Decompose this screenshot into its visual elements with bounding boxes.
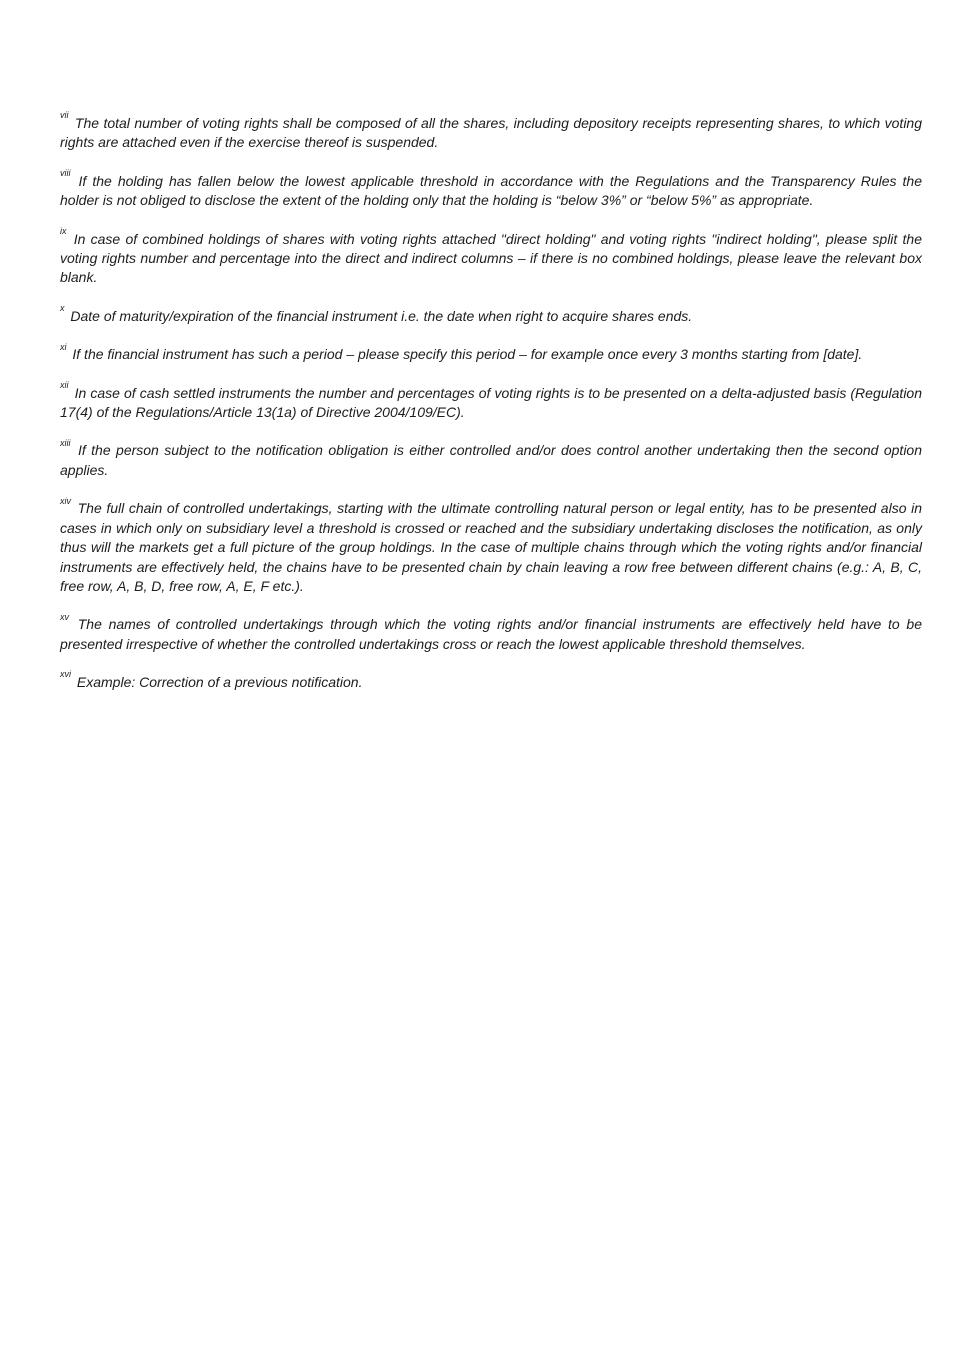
footnote-xiv (60, 495, 922, 596)
footnote-text-xiv: The full chain of controlled undertakings, starting with the ultimate controlling natural person or legal entity, has to be presented also in cases in which only on subsidiary level a threshold is crossed or reached and the subsidiary undertaking discloses the notification, as only thus will the markets get a full picture of the group holdings. In the case of multiple chains through which the voting rights and/or financial instruments are effectively held, the chains have to be presented chain by chain leaving a row free between different chains (e.g.: A, B, C, free row, A, B, D, free row, A, E, F etc.). (60, 500, 922, 594)
footnote-xiii (60, 437, 923, 480)
footnote-marker-xvi: xvi (60, 669, 71, 680)
footnote-text-xvi: Example: Correction of a previous notification. (76, 674, 363, 691)
footnote-viii (60, 168, 923, 211)
footnote-text-viii: If the holding has fallen below the lowest applicable threshold in accordance with the Regulations and the Transparency Rules the holder is not obliged to disclose the extent of the holding only that the holding is “below 3%” or “below 5%” as appropriate. (60, 172, 923, 209)
footnote-xvi (60, 669, 922, 692)
footnote-text-xii: In case of cash settled instruments the number and percentages of voting rights is to be presented on a delta-adjusted basis (Regulation 17(4) of the Regulations/Article 13(1a) of Directive 2004/109/EC). (60, 384, 922, 421)
footnote-marker-xv: xv (60, 611, 69, 622)
footnote-text-x: Date of maturity/expiration of the financial instrument i.e. the date when right to acquire shares ends. (70, 307, 693, 324)
footnote-text-xi: If the financial instrument has such a period – please specify this period – for example once every 3 months starting from [date]. (72, 346, 863, 363)
footnote-marker-ix: ix (60, 225, 67, 236)
footnote-vii (60, 110, 922, 153)
footnote-xv (60, 611, 923, 654)
footnote-marker-xiv: xiv (60, 495, 71, 506)
footnote-marker-vii: vii (60, 110, 69, 121)
footnote-marker-x: x (60, 303, 65, 314)
footnote-x (60, 303, 922, 326)
footnote-xi (60, 341, 922, 364)
footnote-text-vii: The total number of voting rights shall be composed of all the shares, including depository receipts representing shares, to which voting rights are attached even if the exercise thereof is suspended. (60, 115, 922, 151)
footnote-marker-viii: viii (60, 168, 71, 179)
footnote-ix (60, 225, 923, 288)
footnote-text-ix: In case of combined holdings of shares with voting rights attached "direct holding" and voting rights "indirect holding", please split the voting rights number and percentage into the direct and indirect columns – if there is no combined holdings, please leave the relevant box blank. (60, 230, 923, 286)
footnote-marker-xi: xi (60, 341, 67, 352)
footnote-text-xiii: If the person subject to the notification obligation is either controlled and/or does control another undertaking then the second option applies. (60, 442, 923, 478)
footnote-marker-xiii: xiii (60, 437, 71, 448)
footnote-marker-xii: xii (60, 380, 69, 390)
footnote-xii (60, 380, 922, 423)
footnote-text-xv: The names of controlled undertakings through which the voting rights and/or financial instruments are effectively held have to be presented irrespective of whether the controlled undertakings cross or reach the lowest applicable threshold themselves. (60, 616, 923, 652)
